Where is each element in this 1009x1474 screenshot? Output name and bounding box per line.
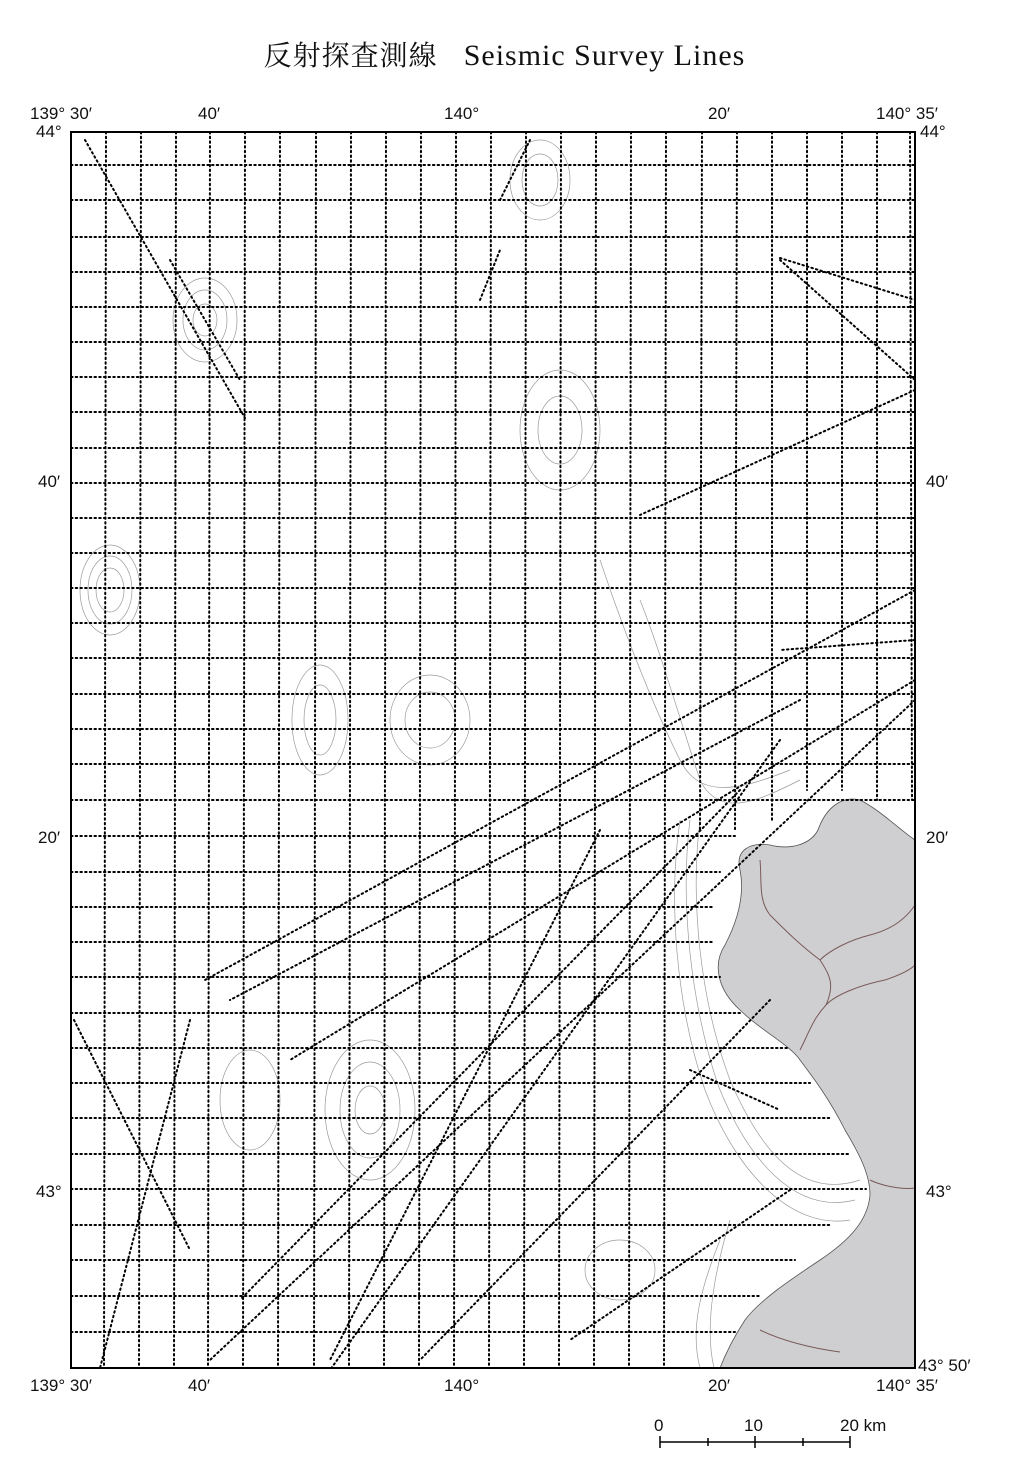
bottom-lon-label-4: 20′ — [708, 1376, 731, 1395]
seismic-survey-lines — [71, 132, 915, 1370]
bottom-lon-label-1: 139° 30′ — [30, 1376, 92, 1395]
top-lon-label-5: 140° 35′ — [876, 104, 938, 123]
right-lat-label-1: 44° — [920, 122, 946, 141]
right-lat-label-3: 20′ — [926, 828, 949, 847]
top-lon-label-1: 139° 30′ — [30, 104, 92, 123]
bathymetry-contours — [80, 140, 860, 1368]
title-english: Seismic Survey Lines — [463, 39, 746, 72]
top-lon-label-2: 40′ — [198, 104, 221, 123]
left-lat-label-4: 43° — [36, 1182, 62, 1201]
top-lon-label-4: 20′ — [708, 104, 731, 123]
bottom-lon-label-3: 140° — [444, 1376, 480, 1395]
right-lat-label-2: 40′ — [926, 472, 949, 491]
bottom-lon-label-5: 140° 35′ — [876, 1376, 938, 1395]
scale-label-20km: 20 km — [840, 1416, 887, 1435]
right-lat-label-5: 43° 50′ — [918, 1356, 971, 1375]
scale-bar — [660, 1436, 850, 1448]
scale-label-0: 0 — [654, 1416, 664, 1435]
right-lat-label-4: 43° — [926, 1182, 952, 1201]
top-lon-label-3: 140° — [444, 104, 480, 123]
scale-label-10: 10 — [744, 1416, 763, 1435]
left-lat-label-1: 44° — [36, 122, 62, 141]
map-frame — [71, 132, 915, 1368]
left-lat-label-2: 40′ — [38, 472, 61, 491]
bottom-lon-label-2: 40′ — [188, 1376, 211, 1395]
left-lat-label-3: 20′ — [38, 828, 61, 847]
title-japanese: 反射探査測線 — [263, 39, 438, 72]
